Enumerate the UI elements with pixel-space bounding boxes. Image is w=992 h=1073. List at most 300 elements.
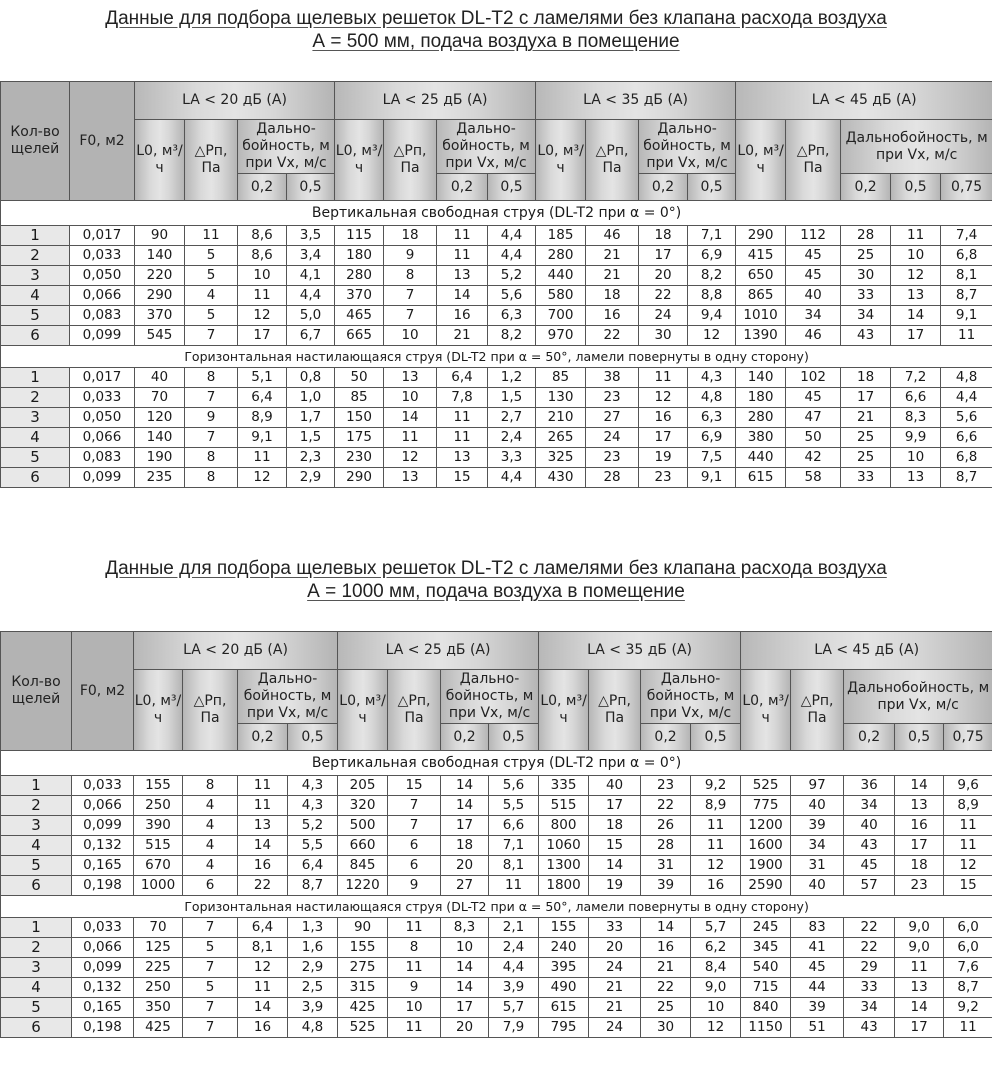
row-slot-count: 5 bbox=[1, 856, 72, 876]
table-cell: 125 bbox=[134, 938, 183, 958]
table-cell: 4,3 bbox=[288, 796, 338, 816]
header-f0: F0, м2 bbox=[70, 82, 135, 201]
header-slots: Кол-во щелей bbox=[1, 632, 72, 751]
table-cell: 515 bbox=[134, 836, 183, 856]
table-cell: 500 bbox=[338, 816, 388, 836]
table-cell: 8,3 bbox=[441, 918, 489, 938]
table-cell: 465 bbox=[335, 306, 384, 326]
table-cell: 10 bbox=[441, 938, 489, 958]
table-cell: 22 bbox=[641, 978, 691, 998]
table-cell: 18 bbox=[895, 856, 944, 876]
header-throw-range: Дально-бойность, м при Vx, м/с bbox=[238, 120, 335, 174]
table-cell: 11 bbox=[384, 428, 437, 448]
table-cell: 29 bbox=[844, 958, 895, 978]
table-cell: 4 bbox=[183, 796, 238, 816]
table-cell: 7 bbox=[183, 998, 238, 1018]
table-cell: 225 bbox=[134, 958, 183, 978]
table-cell: 8 bbox=[185, 448, 238, 468]
table-cell: 40 bbox=[791, 876, 844, 896]
table-cell: 3,4 bbox=[287, 246, 335, 266]
table-cell: 9,2 bbox=[944, 998, 992, 1018]
table-cell: 24 bbox=[639, 306, 688, 326]
table-cell: 1,2 bbox=[488, 368, 536, 388]
table-cell: 11 bbox=[437, 428, 488, 448]
table-cell: 0,165 bbox=[72, 856, 134, 876]
table-cell: 0,165 bbox=[72, 998, 134, 1018]
table-cell: 0,066 bbox=[72, 938, 134, 958]
header-l0: L0, м³/ч bbox=[135, 120, 185, 201]
table-cell: 7 bbox=[183, 1018, 238, 1038]
table-cell: 17 bbox=[589, 796, 641, 816]
table-cell: 425 bbox=[338, 998, 388, 1018]
table-cell: 17 bbox=[841, 388, 891, 408]
table-cell: 0,099 bbox=[72, 958, 134, 978]
table-cell: 140 bbox=[135, 246, 185, 266]
header-l0: L0, м³/ч bbox=[335, 120, 384, 201]
table-cell: 11 bbox=[388, 918, 441, 938]
table-cell: 1,3 bbox=[288, 918, 338, 938]
header-f0: F0, м2 bbox=[72, 632, 134, 751]
row-slot-count: 1 bbox=[1, 776, 72, 796]
table-cell: 5 bbox=[185, 306, 238, 326]
header-vx-value: 0,2 bbox=[639, 174, 688, 201]
table2-title-line2: А = 1000 мм, подача воздуха в помещение bbox=[307, 581, 685, 602]
table1-title-line1: Данные для подбора щелевых решеток DL-T2 с ламелями без клапана расхода воздуха bbox=[105, 8, 887, 29]
table-cell: 5 bbox=[185, 246, 238, 266]
table-cell: 1300 bbox=[539, 856, 589, 876]
table-cell: 5,7 bbox=[489, 998, 539, 1018]
table-cell: 4,1 bbox=[287, 266, 335, 286]
table-cell: 8 bbox=[185, 368, 238, 388]
table-cell: 39 bbox=[791, 998, 844, 1018]
table-row bbox=[1, 958, 992, 978]
table-cell: 6,4 bbox=[288, 856, 338, 876]
table-cell: 17 bbox=[639, 428, 688, 448]
table-cell: 4,8 bbox=[288, 1018, 338, 1038]
table-cell: 1,7 bbox=[287, 408, 335, 428]
table-cell: 12 bbox=[891, 266, 941, 286]
table-cell: 0,050 bbox=[70, 408, 135, 428]
table-cell: 11 bbox=[238, 286, 287, 306]
table-cell: 2,9 bbox=[288, 958, 338, 978]
table-cell: 21 bbox=[641, 958, 691, 978]
table-cell: 11 bbox=[185, 226, 238, 246]
table-cell: 190 bbox=[135, 448, 185, 468]
table-cell: 24 bbox=[589, 958, 641, 978]
table-row bbox=[1, 286, 992, 306]
table-cell: 4,3 bbox=[688, 368, 736, 388]
table-cell: 700 bbox=[536, 306, 586, 326]
table-cell: 6,8 bbox=[941, 246, 992, 266]
table-cell: 6,0 bbox=[944, 918, 992, 938]
table-cell: 220 bbox=[135, 266, 185, 286]
table-cell: 12 bbox=[238, 306, 287, 326]
table-cell: 14 bbox=[895, 776, 944, 796]
table-cell: 715 bbox=[741, 978, 791, 998]
table-cell: 5,1 bbox=[238, 368, 287, 388]
table-cell: 230 bbox=[335, 448, 384, 468]
table-cell: 12 bbox=[691, 1018, 741, 1038]
table-cell: 515 bbox=[539, 796, 589, 816]
table-cell: 6,4 bbox=[238, 388, 287, 408]
row-slot-count: 6 bbox=[1, 1018, 72, 1038]
table-cell: 13 bbox=[891, 286, 941, 306]
table-cell: 25 bbox=[841, 428, 891, 448]
table-cell: 14 bbox=[641, 918, 691, 938]
header-group-la: LA < 35 дБ (А) bbox=[536, 82, 736, 120]
table-cell: 8,6 bbox=[238, 226, 287, 246]
selection-table-500 bbox=[0, 81, 992, 488]
table-cell: 5 bbox=[183, 978, 238, 998]
row-slot-count: 3 bbox=[1, 816, 72, 836]
table-cell: 6,2 bbox=[691, 938, 741, 958]
table-cell: 775 bbox=[741, 796, 791, 816]
table-cell: 9,0 bbox=[895, 938, 944, 958]
table-cell: 1600 bbox=[741, 836, 791, 856]
table-cell: 1220 bbox=[338, 876, 388, 896]
header-group-la: LA < 25 дБ (А) bbox=[338, 632, 539, 670]
table-cell: 0,033 bbox=[70, 246, 135, 266]
table-cell: 5 bbox=[185, 266, 238, 286]
table-cell: 7 bbox=[384, 306, 437, 326]
table-row bbox=[1, 1018, 992, 1038]
table-cell: 6 bbox=[183, 876, 238, 896]
table-cell: 6,7 bbox=[287, 326, 335, 346]
table-cell: 24 bbox=[586, 428, 639, 448]
table-cell: 0,8 bbox=[287, 368, 335, 388]
row-slot-count: 4 bbox=[1, 286, 70, 306]
header-pressure-drop: △Pп, Па bbox=[183, 670, 238, 751]
table-cell: 660 bbox=[338, 836, 388, 856]
table-cell: 430 bbox=[536, 468, 586, 488]
table-cell: 18 bbox=[841, 368, 891, 388]
table-cell: 11 bbox=[944, 816, 992, 836]
table-cell: 21 bbox=[589, 998, 641, 1018]
header-throw-range: Дально-бойность, м при Vx, м/с bbox=[639, 120, 736, 174]
table-cell: 7 bbox=[185, 326, 238, 346]
table-cell: 1,5 bbox=[287, 428, 335, 448]
table-cell: 40 bbox=[791, 796, 844, 816]
table-cell: 5,7 bbox=[691, 918, 741, 938]
selection-table-1000 bbox=[0, 631, 992, 1038]
table-cell: 47 bbox=[786, 408, 841, 428]
table-cell: 0,099 bbox=[72, 816, 134, 836]
row-slot-count: 1 bbox=[1, 226, 70, 246]
header-vx-value: 0,2 bbox=[238, 724, 288, 751]
header-vx-value: 0,5 bbox=[891, 174, 941, 201]
table-cell: 440 bbox=[736, 448, 786, 468]
table-cell: 22 bbox=[641, 796, 691, 816]
table-cell: 9 bbox=[388, 978, 441, 998]
table-cell: 22 bbox=[844, 918, 895, 938]
header-l0: L0, м³/ч bbox=[539, 670, 589, 751]
table-cell: 615 bbox=[539, 998, 589, 1018]
table-cell: 17 bbox=[639, 246, 688, 266]
header-l0: L0, м³/ч bbox=[741, 670, 791, 751]
header-vx-value: 0,5 bbox=[691, 724, 741, 751]
table-cell: 28 bbox=[841, 226, 891, 246]
table-cell: 1390 bbox=[736, 326, 786, 346]
table-cell: 8 bbox=[384, 266, 437, 286]
table-cell: 11 bbox=[891, 226, 941, 246]
table-cell: 7 bbox=[183, 918, 238, 938]
table-cell: 3,9 bbox=[489, 978, 539, 998]
table-cell: 8,1 bbox=[941, 266, 992, 286]
row-slot-count: 3 bbox=[1, 408, 70, 428]
table-cell: 0,017 bbox=[70, 226, 135, 246]
table-cell: 19 bbox=[589, 876, 641, 896]
table-cell: 8,3 bbox=[891, 408, 941, 428]
header-throw-range: Дально-бойность, м при Vx, м/с bbox=[441, 670, 539, 724]
table-cell: 1060 bbox=[539, 836, 589, 856]
table2-title bbox=[0, 557, 992, 603]
table-cell: 670 bbox=[134, 856, 183, 876]
table-cell: 5,6 bbox=[488, 286, 536, 306]
table-cell: 102 bbox=[786, 368, 841, 388]
table-cell: 3,9 bbox=[288, 998, 338, 1018]
table-cell: 665 bbox=[335, 326, 384, 346]
table-cell: 97 bbox=[791, 776, 844, 796]
table-cell: 5,5 bbox=[489, 796, 539, 816]
table-cell: 8 bbox=[183, 776, 238, 796]
table-cell: 21 bbox=[586, 246, 639, 266]
header-throw-range: Дальнобойность, м при Vx, м/с bbox=[844, 670, 992, 724]
table-cell: 9,0 bbox=[895, 918, 944, 938]
row-slot-count: 6 bbox=[1, 468, 70, 488]
table-cell: 12 bbox=[688, 326, 736, 346]
table-row bbox=[1, 448, 992, 468]
table-cell: 44 bbox=[791, 978, 844, 998]
table-cell: 5 bbox=[183, 938, 238, 958]
table-cell: 13 bbox=[895, 796, 944, 816]
table-cell: 11 bbox=[944, 836, 992, 856]
header-vx-value: 0,2 bbox=[844, 724, 895, 751]
table-cell: 39 bbox=[791, 816, 844, 836]
table-cell: 34 bbox=[844, 998, 895, 1018]
table-cell: 30 bbox=[639, 326, 688, 346]
table-cell: 11 bbox=[437, 226, 488, 246]
table-cell: 28 bbox=[586, 468, 639, 488]
table-cell: 0,099 bbox=[70, 326, 135, 346]
table-cell: 6,6 bbox=[891, 388, 941, 408]
row-slot-count: 1 bbox=[1, 368, 70, 388]
table-cell: 4,4 bbox=[287, 286, 335, 306]
header-group-la: LA < 45 дБ (А) bbox=[736, 82, 992, 120]
header-slots: Кол-во щелей bbox=[1, 82, 70, 201]
table-cell: 15 bbox=[388, 776, 441, 796]
table-cell: 16 bbox=[437, 306, 488, 326]
table-cell: 70 bbox=[135, 388, 185, 408]
table-cell: 57 bbox=[844, 876, 895, 896]
table-row bbox=[1, 998, 992, 1018]
table-cell: 42 bbox=[786, 448, 841, 468]
table-cell: 155 bbox=[338, 938, 388, 958]
row-slot-count: 2 bbox=[1, 796, 72, 816]
table-cell: 0,033 bbox=[70, 388, 135, 408]
table-cell: 40 bbox=[589, 776, 641, 796]
table-cell: 11 bbox=[691, 836, 741, 856]
table-cell: 10 bbox=[384, 388, 437, 408]
header-group-la: LA < 20 дБ (А) bbox=[135, 82, 335, 120]
table-cell: 6,6 bbox=[489, 816, 539, 836]
table-cell: 13 bbox=[437, 266, 488, 286]
table-cell: 6,3 bbox=[488, 306, 536, 326]
table-cell: 325 bbox=[536, 448, 586, 468]
header-group-la: LA < 35 дБ (А) bbox=[539, 632, 741, 670]
table-row bbox=[1, 368, 992, 388]
row-slot-count: 1 bbox=[1, 918, 72, 938]
table-cell: 380 bbox=[736, 428, 786, 448]
table-cell: 41 bbox=[791, 938, 844, 958]
table-cell: 1,0 bbox=[287, 388, 335, 408]
table-cell: 90 bbox=[135, 226, 185, 246]
table-cell: 440 bbox=[536, 266, 586, 286]
table-cell: 112 bbox=[786, 226, 841, 246]
table-cell: 175 bbox=[335, 428, 384, 448]
table-cell: 9 bbox=[388, 876, 441, 896]
table-cell: 16 bbox=[895, 816, 944, 836]
section-label: Вертикальная свободная струя (DL-T2 при α = 0°) bbox=[1, 201, 992, 226]
table-cell: 0,066 bbox=[72, 796, 134, 816]
table-cell: 14 bbox=[437, 286, 488, 306]
header-vx-value: 0,5 bbox=[488, 174, 536, 201]
table-cell: 10 bbox=[388, 998, 441, 1018]
table-row bbox=[1, 408, 992, 428]
table-cell: 4 bbox=[183, 816, 238, 836]
header-vx-value: 0,2 bbox=[841, 174, 891, 201]
table-cell: 20 bbox=[589, 938, 641, 958]
table-cell: 40 bbox=[844, 816, 895, 836]
table2-title-line1: Данные для подбора щелевых решеток DL-T2 с ламелями без клапана расхода воздуха bbox=[105, 558, 887, 579]
table-cell: 0,083 bbox=[70, 448, 135, 468]
table-cell: 180 bbox=[736, 388, 786, 408]
table-cell: 7,1 bbox=[489, 836, 539, 856]
table-cell: 11 bbox=[388, 958, 441, 978]
header-group-la: LA < 45 дБ (А) bbox=[741, 632, 992, 670]
table-cell: 8,1 bbox=[238, 938, 288, 958]
header-vx-value: 0,2 bbox=[641, 724, 691, 751]
table-cell: 290 bbox=[736, 226, 786, 246]
table-cell: 9 bbox=[185, 408, 238, 428]
table-cell: 4 bbox=[183, 856, 238, 876]
table-cell: 2,1 bbox=[489, 918, 539, 938]
table-cell: 51 bbox=[791, 1018, 844, 1038]
table-cell: 865 bbox=[736, 286, 786, 306]
table-cell: 11 bbox=[941, 326, 992, 346]
table-cell: 17 bbox=[441, 998, 489, 1018]
table-cell: 290 bbox=[135, 286, 185, 306]
table-cell: 23 bbox=[895, 876, 944, 896]
table-row bbox=[1, 876, 992, 896]
row-slot-count: 4 bbox=[1, 428, 70, 448]
header-vx-value: 0,5 bbox=[895, 724, 944, 751]
header-pressure-drop: △Pп, Па bbox=[586, 120, 639, 201]
header-vx-value: 0,75 bbox=[941, 174, 992, 201]
table-cell: 0,066 bbox=[70, 286, 135, 306]
table-cell: 0,033 bbox=[72, 776, 134, 796]
row-slot-count: 5 bbox=[1, 448, 70, 468]
table-cell: 30 bbox=[641, 1018, 691, 1038]
table-cell: 8 bbox=[388, 938, 441, 958]
table-cell: 12 bbox=[691, 856, 741, 876]
table-cell: 14 bbox=[891, 306, 941, 326]
table-row bbox=[1, 918, 992, 938]
table-cell: 39 bbox=[641, 876, 691, 896]
table-cell: 8,8 bbox=[688, 286, 736, 306]
table-cell: 8,4 bbox=[691, 958, 741, 978]
table-cell: 17 bbox=[891, 326, 941, 346]
table-cell: 34 bbox=[841, 306, 891, 326]
table1-title-line2: А = 500 мм, подача воздуха в помещение bbox=[312, 31, 680, 52]
row-slot-count: 2 bbox=[1, 246, 70, 266]
row-slot-count: 4 bbox=[1, 836, 72, 856]
table-cell: 27 bbox=[586, 408, 639, 428]
table-cell: 14 bbox=[441, 958, 489, 978]
table-cell: 17 bbox=[441, 816, 489, 836]
table-cell: 115 bbox=[335, 226, 384, 246]
header-l0: L0, м³/ч bbox=[134, 670, 183, 751]
table-cell: 14 bbox=[238, 836, 288, 856]
header-group-la: LA < 25 дБ (А) bbox=[335, 82, 536, 120]
table-cell: 34 bbox=[786, 306, 841, 326]
table-cell: 7,2 bbox=[891, 368, 941, 388]
header-throw-range: Дально-бойность, м при Vx, м/с bbox=[641, 670, 741, 724]
table-cell: 9 bbox=[384, 246, 437, 266]
table-cell: 46 bbox=[586, 226, 639, 246]
table-cell: 11 bbox=[691, 816, 741, 836]
table-cell: 33 bbox=[589, 918, 641, 938]
table-cell: 14 bbox=[441, 796, 489, 816]
table-cell: 11 bbox=[639, 368, 688, 388]
table-cell: 9,4 bbox=[688, 306, 736, 326]
table-cell: 2,7 bbox=[488, 408, 536, 428]
table-cell: 0,099 bbox=[70, 468, 135, 488]
table-cell: 11 bbox=[238, 796, 288, 816]
table-cell: 11 bbox=[238, 978, 288, 998]
table-cell: 210 bbox=[536, 408, 586, 428]
table-cell: 2590 bbox=[741, 876, 791, 896]
table-cell: 45 bbox=[844, 856, 895, 876]
table-cell: 3,5 bbox=[287, 226, 335, 246]
table-cell: 185 bbox=[536, 226, 586, 246]
header-l0: L0, м³/ч bbox=[736, 120, 786, 201]
table-cell: 16 bbox=[238, 1018, 288, 1038]
table-row bbox=[1, 938, 992, 958]
table-cell: 43 bbox=[844, 836, 895, 856]
table-cell: 250 bbox=[134, 796, 183, 816]
table-cell: 16 bbox=[691, 876, 741, 896]
table-cell: 6,9 bbox=[688, 246, 736, 266]
table-cell: 21 bbox=[437, 326, 488, 346]
table-cell: 180 bbox=[335, 246, 384, 266]
table-cell: 40 bbox=[135, 368, 185, 388]
row-slot-count: 2 bbox=[1, 388, 70, 408]
table-cell: 6,0 bbox=[944, 938, 992, 958]
header-pressure-drop: △Pп, Па bbox=[185, 120, 238, 201]
table-cell: 38 bbox=[586, 368, 639, 388]
table-cell: 16 bbox=[586, 306, 639, 326]
table-cell: 14 bbox=[238, 998, 288, 1018]
table1-title bbox=[0, 7, 992, 53]
table-cell: 4,4 bbox=[941, 388, 992, 408]
table-cell: 20 bbox=[639, 266, 688, 286]
table-cell: 250 bbox=[134, 978, 183, 998]
table-cell: 13 bbox=[238, 816, 288, 836]
table-cell: 9,1 bbox=[238, 428, 287, 448]
table-cell: 11 bbox=[895, 958, 944, 978]
table-cell: 7 bbox=[388, 796, 441, 816]
table-cell: 22 bbox=[844, 938, 895, 958]
